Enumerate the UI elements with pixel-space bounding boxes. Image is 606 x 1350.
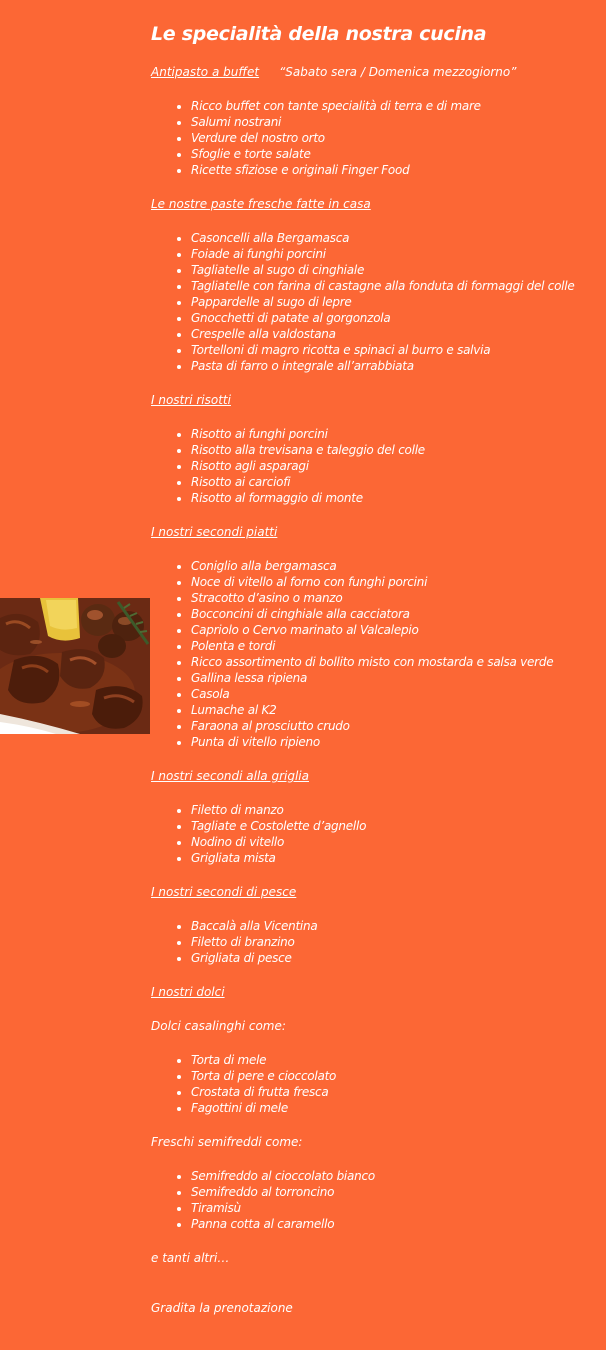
- section-griglia-title: I nostri secondi alla griglia: [151, 769, 309, 783]
- stew-dish-image: [0, 598, 150, 734]
- list-item: • Filetto di branzino: [191, 934, 601, 950]
- list-item: • Gnocchetti di patate al gorgonzola: [191, 310, 601, 326]
- section-secondi-heading: [151, 524, 601, 540]
- list-item: • Fagottini di mele: [191, 1100, 601, 1116]
- list-item: • Grigliata di pesce: [191, 950, 601, 966]
- list-item: • Baccalà alla Vicentina: [191, 918, 601, 934]
- section-risotti-heading: [151, 392, 601, 408]
- list-item: • Noce di vitello al forno con funghi porcini: [191, 574, 601, 590]
- section-griglia-heading: [151, 768, 601, 784]
- list-item: • Punta di vitello ripieno: [191, 734, 601, 750]
- section-dolci-heading: [151, 984, 601, 1000]
- antipasto-list: [151, 98, 601, 178]
- paste-list: [151, 230, 601, 374]
- dolci-casalinghi-list: [151, 1052, 601, 1116]
- risotti-list: [151, 426, 601, 506]
- list-item: • Risotto alla trevisana e taleggio del colle: [191, 442, 601, 458]
- list-item: • Tagliatelle al sugo di cinghiale: [191, 262, 601, 278]
- list-item: • Panna cotta al caramello: [191, 1216, 601, 1232]
- list-item: • Nodino di vitello: [191, 834, 601, 850]
- dolci-semifreddi-label: Freschi semifreddi come:: [151, 1135, 303, 1149]
- section-pesce-heading: [151, 884, 601, 900]
- section-dolci-title: I nostri dolci: [151, 985, 225, 999]
- section-paste-title: Le nostre paste fresche fatte in casa: [151, 197, 371, 211]
- list-item: • Tagliate e Costolette d’agnello: [191, 818, 601, 834]
- list-item: • Torta di pere e cioccolato: [191, 1068, 601, 1084]
- pesce-list: [151, 918, 601, 966]
- list-item: • Tagliatelle con farina di castagne alla fonduta di formaggi del colle: [191, 278, 601, 294]
- list-item: • Torta di mele: [191, 1052, 601, 1068]
- list-item: • Pappardelle al sugo di lepre: [191, 294, 601, 310]
- section-antipasto-note: “Sabato sera / Domenica mezzogiorno”: [279, 65, 517, 79]
- prenotazione-text: Gradita la prenotazione: [151, 1301, 293, 1315]
- list-item: • Lumache al K2: [191, 702, 601, 718]
- list-item: • Ricco assortimento di bollito misto con mostarda e salsa verde: [191, 654, 601, 670]
- list-item: • Crostata di frutta fresca: [191, 1084, 601, 1100]
- section-risotti-title: I nostri risotti: [151, 393, 231, 407]
- list-item: • Casoncelli alla Bergamasca: [191, 230, 601, 246]
- section-antipasto-title: Antipasto a buffet: [151, 65, 260, 79]
- list-item: • Semifreddo al cioccolato bianco: [191, 1168, 601, 1184]
- list-item: • Pasta di farro o integrale all’arrabbiata: [191, 358, 601, 374]
- dolci-altri-text: e tanti altri…: [151, 1251, 230, 1265]
- section-paste-heading: [151, 196, 601, 212]
- list-item: • Sfoglie e torte salate: [191, 146, 601, 162]
- list-item: • Polenta e tordi: [191, 638, 601, 654]
- list-item: • Foiade ai funghi porcini: [191, 246, 601, 262]
- list-item: • Salumi nostrani: [191, 114, 601, 130]
- section-secondi-title: I nostri secondi piatti: [151, 525, 278, 539]
- list-item: • Capriolo o Cervo marinato al Valcalepio: [191, 622, 601, 638]
- list-item: • Verdure del nostro orto: [191, 130, 601, 146]
- dolci-semifreddi-list: [151, 1168, 601, 1232]
- list-item: • Bocconcini di cinghiale alla cacciatora: [191, 606, 601, 622]
- dolci-casalinghi-label: Dolci casalinghi come:: [151, 1019, 286, 1033]
- secondi-list: [151, 558, 601, 750]
- section-pesce-title: I nostri secondi di pesce: [151, 885, 297, 899]
- list-item: • Coniglio alla bergamasca: [191, 558, 601, 574]
- list-item: • Risotto ai funghi porcini: [191, 426, 601, 442]
- list-item: • Tortelloni di magro ricotta e spinaci al burro e salvia: [191, 342, 601, 358]
- list-item: • Risotto al formaggio di monte: [191, 490, 601, 506]
- list-item: • Faraona al prosciutto crudo: [191, 718, 601, 734]
- section-antipasto-heading: [151, 64, 601, 80]
- griglia-list: [151, 802, 601, 866]
- list-item: • Risotto agli asparagi: [191, 458, 601, 474]
- page-title: Le specialità della nostra cucina: [151, 23, 487, 45]
- list-item: • Ricette sfiziose e originali Finger Food: [191, 162, 601, 178]
- list-item: • Casola: [191, 686, 601, 702]
- menu-content: [151, 22, 601, 1334]
- dish-photo: [0, 598, 150, 734]
- list-item: • Gallina lessa ripiena: [191, 670, 601, 686]
- list-item: • Ricco buffet con tante specialità di terra e di mare: [191, 98, 601, 114]
- list-item: • Grigliata mista: [191, 850, 601, 866]
- list-item: • Filetto di manzo: [191, 802, 601, 818]
- list-item: • Risotto ai carciofi: [191, 474, 601, 490]
- list-item: • Tiramisù: [191, 1200, 601, 1216]
- list-item: • Semifreddo al torroncino: [191, 1184, 601, 1200]
- list-item: • Stracotto d’asino o manzo: [191, 590, 601, 606]
- list-item: • Crespelle alla valdostana: [191, 326, 601, 342]
